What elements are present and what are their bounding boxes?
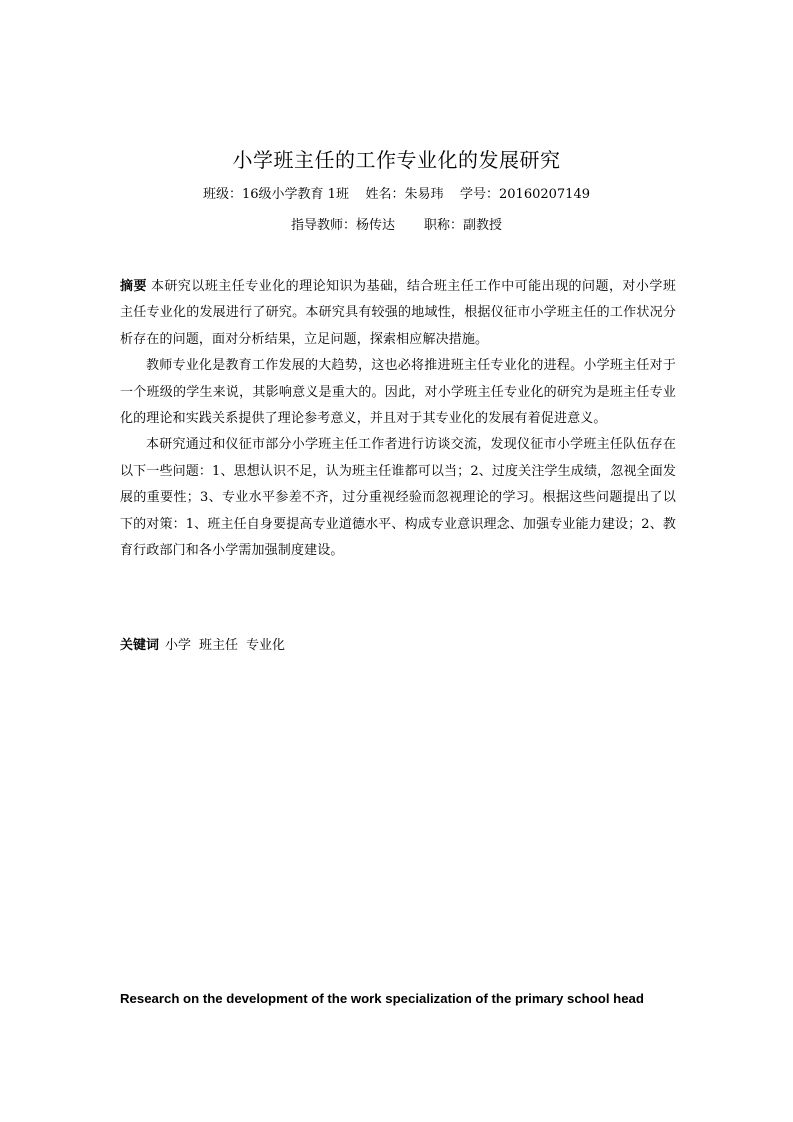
keyword-item: 小学 (165, 638, 192, 653)
keywords-line (120, 636, 293, 656)
advisor-info: 指导教师：杨传达 职称：副教授 (291, 218, 502, 233)
abstract-label: 摘要 (120, 279, 147, 294)
abstract-paragraph-2: 教师专业化是教育工作发展的大趋势，这也必将推进班主任专业化的进程。小学班主任对于一个班级的学生来说，其影响意义是重大的。因此，对小学班主任专业化的研究为是班主任专业化的理论和实践关系提供了理论参考意义，并且对于其专业化的发展有着促进意义。 (120, 358, 676, 427)
page-title: 小学班主任的工作专业化的发展研究 (232, 148, 561, 172)
abstract-paragraph-3: 本研究通过和仪征市部分小学班主任工作者进行访谈交流，发现仪征市小学班主任队伍存在以下一些问题：1、思想认识不足，认为班主任谁都可以当；2、过度关注学生成绩，忽视全面发展的重要性；3、专业水平参差不齐，过分重视经验而忽视理论的学习。根据这些问题提出了以下的对策：1、班主任自身要提高专业道德水平、构成专业意识理念、加强专业能力建设；2、教育行政部门和各小学需加强制度建设。 (120, 437, 676, 559)
abstract-paragraph-1 (120, 274, 676, 353)
keyword-item: 班主任 (199, 638, 239, 653)
keyword-item: 专业化 (246, 638, 286, 653)
author-info: 班级：16级小学教育 1班 姓名：朱易玮 学号：20160207149 (203, 187, 590, 202)
abstract-section (120, 274, 676, 564)
abstract-paragraph-1-text: 本研究以班主任专业化的理论知识为基础，结合班主任工作中可能出现的问题，对小学班主任专业化的发展进行了研究。本研究具有较强的地域性，根据仪征市小学班主任的工作状况分析存在的问题，面对分析结果，立足问题，探索相应解决措施。 (120, 279, 676, 347)
keywords-label: 关键词 (120, 638, 160, 653)
english-title: Research on the development of the work specialization of the primary school head (120, 991, 644, 1006)
